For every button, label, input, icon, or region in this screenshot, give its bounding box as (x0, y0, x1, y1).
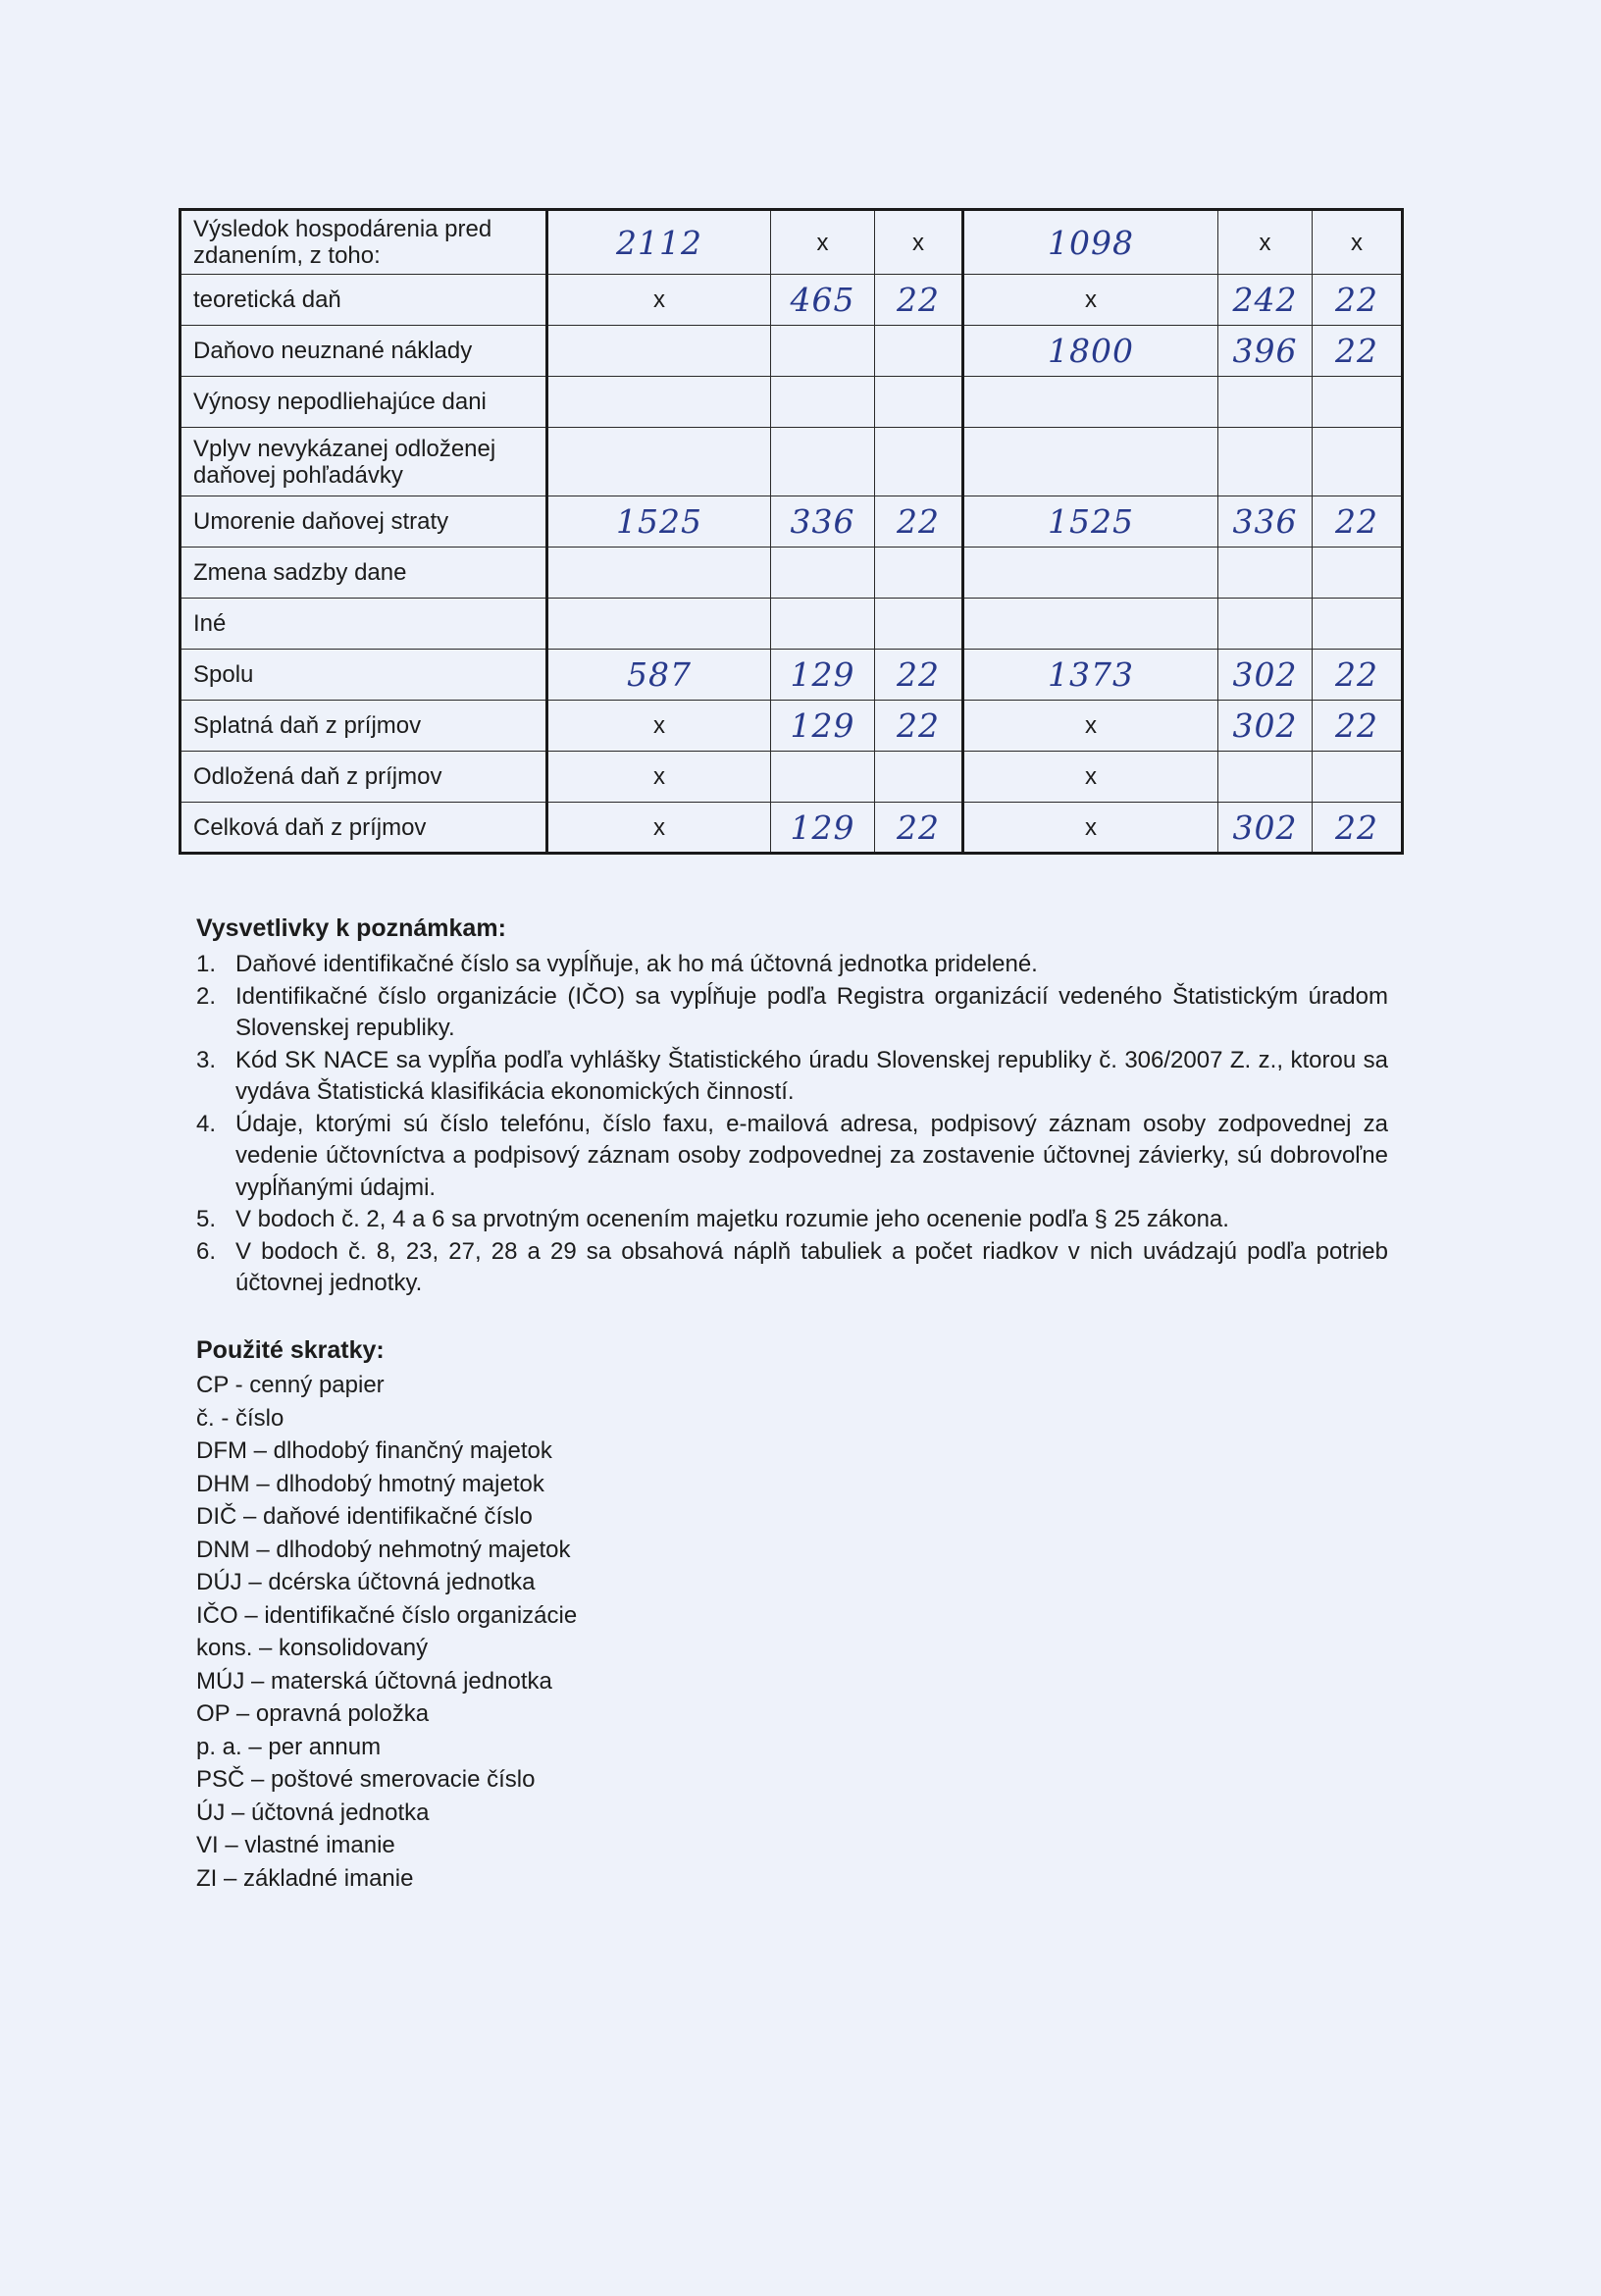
table-cell (963, 377, 1218, 428)
table-cell: x (547, 701, 771, 752)
table-body (181, 210, 1403, 854)
table-cell (1313, 548, 1403, 599)
table-cell: 2112 (547, 210, 771, 275)
table-cell: 22 (1313, 326, 1403, 377)
table-cell (547, 428, 771, 496)
table-cell: 22 (1313, 650, 1403, 701)
table-row (181, 548, 1403, 599)
note-number: 4. (196, 1110, 217, 1137)
table-cell (771, 326, 875, 377)
row-label: Umorenie daňovej straty (181, 496, 547, 548)
table-cell: 396 (1218, 326, 1313, 377)
table-cell: 336 (771, 496, 875, 548)
abbreviation-item: p. a. – per annum (196, 1733, 382, 1760)
table-cell (875, 428, 963, 496)
table-cell (1313, 599, 1403, 650)
table-cell (547, 548, 771, 599)
abbreviation-item: DNM – dlhodobý nehmotný majetok (196, 1536, 571, 1563)
table-cell (547, 377, 771, 428)
abbreviations-list (196, 1369, 577, 1895)
table-cell (963, 428, 1218, 496)
table-cell (771, 428, 875, 496)
table-cell (1313, 752, 1403, 803)
table-cell: 129 (771, 701, 875, 752)
abbreviation-item: ZI – základné imanie (196, 1864, 414, 1892)
table-cell: x (547, 275, 771, 326)
table-cell (1218, 377, 1313, 428)
table-row (181, 701, 1403, 752)
table-cell: 22 (875, 496, 963, 548)
note-item (196, 1109, 1388, 1205)
abbreviation-item: DHM – dlhodobý hmotný majetok (196, 1470, 544, 1497)
note-item (196, 1236, 1388, 1300)
table-cell: x (963, 275, 1218, 326)
table-cell: 22 (1313, 701, 1403, 752)
table-cell: 1373 (963, 650, 1218, 701)
abbreviations-title: Použité skratky: (196, 1336, 385, 1364)
table-cell: 1525 (547, 496, 771, 548)
notes-list (196, 949, 1388, 1300)
table-row (181, 275, 1403, 326)
table-cell: 302 (1218, 803, 1313, 854)
table-cell: 1098 (963, 210, 1218, 275)
table-row (181, 650, 1403, 701)
abbreviation-item: DFM – dlhodobý finančný majetok (196, 1437, 552, 1464)
table-cell: 1525 (963, 496, 1218, 548)
table-cell (1313, 428, 1403, 496)
abbreviation-item: DÚJ – dcérska účtovná jednotka (196, 1569, 536, 1595)
row-label: Vplyv nevykázanej odloženej daňovej pohľadávky (181, 428, 547, 496)
table-cell (963, 599, 1218, 650)
row-label: Zmena sadzby dane (181, 548, 547, 599)
row-label: Výnosy nepodliehajúce dani (181, 377, 547, 428)
row-label: Iné (181, 599, 547, 650)
table-cell: x (547, 752, 771, 803)
table-cell: x (963, 803, 1218, 854)
note-item (196, 949, 1388, 981)
table-cell: 129 (771, 650, 875, 701)
table-cell: x (1218, 210, 1313, 275)
note-number: 5. (196, 1206, 217, 1232)
abbreviation-item: kons. – konsolidovaný (196, 1635, 429, 1661)
table-cell (1218, 548, 1313, 599)
table-cell: x (547, 803, 771, 854)
table-cell: 587 (547, 650, 771, 701)
abbreviation-item: PSČ – poštové smerovacie číslo (196, 1766, 536, 1793)
row-label: Splatná daň z príjmov (181, 701, 547, 752)
row-label: Odložená daň z príjmov (181, 752, 547, 803)
table-row (181, 803, 1403, 854)
table-row (181, 326, 1403, 377)
table-cell (771, 752, 875, 803)
table-cell (875, 752, 963, 803)
table-cell: 22 (875, 275, 963, 326)
note-text: Identifikačné číslo organizácie (IČO) sa vypĺňuje podľa Registra organizácií vedeného Štatistickým úradom Slovenskej republiky. (235, 982, 1388, 1041)
tax-reconciliation-table (179, 208, 1404, 855)
row-label: Spolu (181, 650, 547, 701)
abbreviations-section (196, 1336, 577, 1895)
note-item (196, 1204, 1388, 1236)
note-text: Daňové identifikačné číslo sa vypĺňuje, ak ho má účtovná jednotka pridelené. (235, 951, 1038, 977)
table-cell (875, 599, 963, 650)
table-cell: 22 (1313, 803, 1403, 854)
table-cell (963, 548, 1218, 599)
table-cell: 129 (771, 803, 875, 854)
table-cell: 22 (875, 803, 963, 854)
table-row (181, 496, 1403, 548)
abbreviation-item: č. - číslo (196, 1404, 284, 1432)
table-cell (875, 548, 963, 599)
table-cell: 302 (1218, 650, 1313, 701)
abbreviation-item: IČO – identifikačné číslo organizácie (196, 1601, 578, 1629)
table-cell: 465 (771, 275, 875, 326)
table-row (181, 377, 1403, 428)
table-cell (875, 326, 963, 377)
table-cell: 22 (1313, 275, 1403, 326)
row-label: Daňovo neuznané náklady (181, 326, 547, 377)
table-cell: x (771, 210, 875, 275)
note-text: V bodoch č. 2, 4 a 6 sa prvotným ocenením majetku rozumie jeho ocenenie podľa § 25 zákona. (235, 1206, 1229, 1232)
table-cell (1218, 599, 1313, 650)
note-number: 2. (196, 982, 217, 1010)
note-item (196, 981, 1388, 1045)
table-cell: 1800 (963, 326, 1218, 377)
note-number: 6. (196, 1237, 217, 1265)
abbreviation-item: DIČ – daňové identifikačné číslo (196, 1503, 533, 1530)
table-cell (547, 599, 771, 650)
table-row (181, 599, 1403, 650)
note-text: V bodoch č. 8, 23, 27, 28 a 29 sa obsahová náplň tabuliek a počet riadkov v nich uvádzajú podľa potrieb účtovnej jednotky. (235, 1237, 1388, 1296)
table-row (181, 752, 1403, 803)
table-cell: x (875, 210, 963, 275)
table-cell: x (1313, 210, 1403, 275)
note-text: Kód SK NACE sa vypĺňa podľa vyhlášky Štatistického úradu Slovenskej republiky č. 306/2007 Z. z., ktorou sa vydáva Štatistická klasifikácia ekonomických činností. (235, 1046, 1388, 1105)
note-number: 3. (196, 1046, 217, 1073)
row-label: Výsledok hospodárenia pred zdanením, z toho: (181, 210, 547, 275)
notes-section (196, 914, 1388, 1300)
table-cell: 242 (1218, 275, 1313, 326)
table-cell: 22 (875, 701, 963, 752)
row-label: Celková daň z príjmov (181, 803, 547, 854)
table-cell (1313, 377, 1403, 428)
table-row (181, 428, 1403, 496)
table-cell (1218, 752, 1313, 803)
table-cell (771, 599, 875, 650)
table-cell (771, 548, 875, 599)
table-cell: 22 (875, 650, 963, 701)
note-text: Údaje, ktorými sú číslo telefónu, číslo faxu, e-mailová adresa, podpisový záznam osoby zodpovednej za vedenie účtovníctva a podpisový záznam osoby zodpovednej za zostavenie účtovnej závierky, sú dobrovoľne vypĺňanými údajmi. (235, 1110, 1388, 1201)
abbreviation-item: OP – opravná položka (196, 1700, 430, 1727)
table-cell: x (963, 752, 1218, 803)
table-cell: 302 (1218, 701, 1313, 752)
row-label: teoretická daň (181, 275, 547, 326)
notes-title: Vysvetlivky k poznámkam: (196, 914, 506, 942)
table-cell: 336 (1218, 496, 1313, 548)
table-cell (547, 326, 771, 377)
table-cell (771, 377, 875, 428)
abbreviation-item: CP - cenný papier (196, 1372, 385, 1398)
abbreviation-item: MÚJ – materská účtovná jednotka (196, 1667, 552, 1695)
note-number: 1. (196, 951, 217, 977)
table-cell: 22 (1313, 496, 1403, 548)
table-cell (1218, 428, 1313, 496)
table-row (181, 210, 1403, 275)
abbreviation-item: VI – vlastné imanie (196, 1832, 395, 1858)
note-item (196, 1045, 1388, 1109)
table-cell (875, 377, 963, 428)
abbreviation-item: ÚJ – účtovná jednotka (196, 1799, 430, 1826)
table-cell: x (963, 701, 1218, 752)
